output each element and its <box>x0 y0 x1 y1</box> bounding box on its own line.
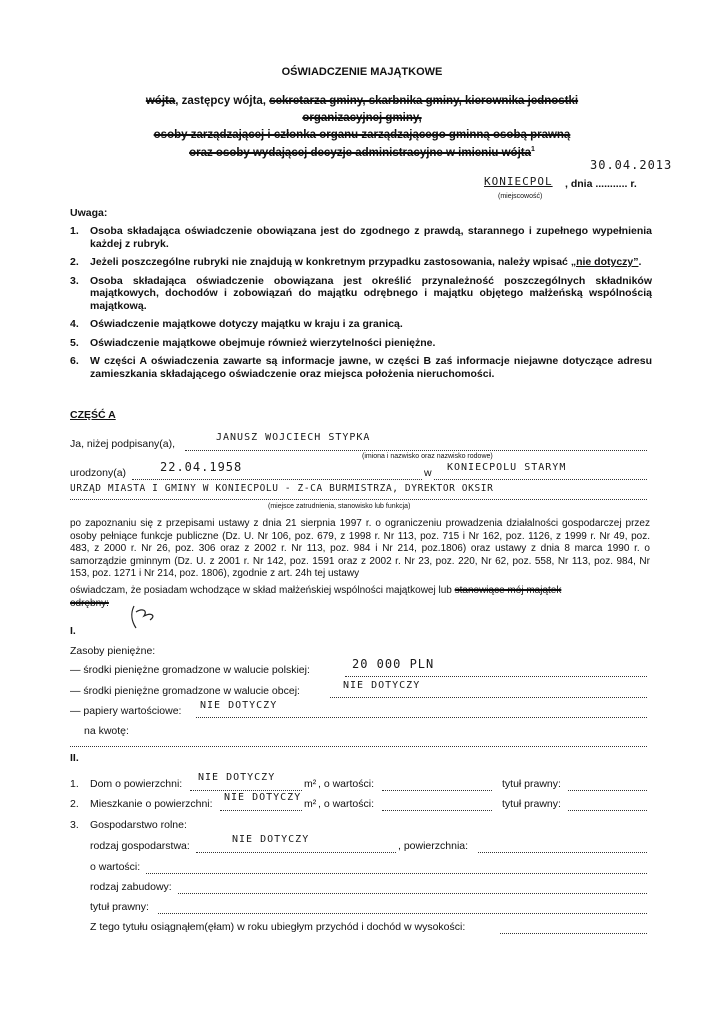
header-line-1 <box>60 95 664 107</box>
cash-pln-label: — środki pieniężne gromadzone w walucie polskiej: <box>70 664 310 676</box>
cash-foreign-label: — środki pieniężne gromadzone w walucie obcej: <box>70 685 300 697</box>
born-date-line <box>132 479 422 480</box>
amount-line <box>70 746 647 747</box>
house-unit: m² <box>304 778 317 790</box>
section-i-heading: I. <box>70 625 76 637</box>
note-item: 3. Osoba składająca oświadczenie obowiązana jest określić przynależność poszczególnych składników majątkowych, dochodów i zobowiązań do majątku odrębnego i majątku objętego małżeńską wspólnością majątkową. <box>70 274 652 312</box>
cash-foreign-value: NIE DOTYCZY <box>343 680 421 691</box>
page-title: OŚWIADCZENIE MAJĄTKOWE <box>281 66 443 78</box>
farm-area-line <box>478 852 647 853</box>
header-struck-3: osoby zarządzającej i członka organu zarządzającego gminną osobą prawną <box>153 129 571 141</box>
declare-struck-2: odrębny: <box>70 598 109 609</box>
flat-num: 2. <box>70 798 79 810</box>
note-item: 2. Jeżeli poszczególne rubryki nie znajdują w konkretnym przypadku zastosowania, należy wpisać „nie dotyczy”. <box>70 256 642 268</box>
cash-pln-value: 20 000 PLN <box>352 657 435 671</box>
farm-build-label: rodzaj zabudowy: <box>90 881 172 893</box>
initials-signature-icon <box>122 602 162 632</box>
note-item: 1. Osoba składająca oświadczenie obowiązana jest do zgodnego z prawdą, starannego i zupełnego wypełnienia każdej z rubryk. <box>70 225 652 250</box>
house-label: Dom o powierzchni: <box>90 778 183 790</box>
house-title-line <box>568 790 647 791</box>
date-label: , dnia ........... r. <box>565 178 637 190</box>
note-item: 6. W części A oświadczenia zawarte są informacje jawne, w części B zaś informacje niejawne dotyczące adresu zamieszkania składającego oświadczenie oraz miejsca położenia nieruchomości. <box>70 355 652 380</box>
header-struck-1: sekretarza gminy, skarbnika gminy, kierownika jednostki <box>269 95 579 107</box>
flat-worth-line <box>382 810 492 811</box>
born-in-label: w <box>424 467 432 479</box>
flat-value: NIE DOTYCZY <box>224 792 302 803</box>
farm-label: Gospodarstwo rolne: <box>90 819 187 831</box>
statute-text: po zapoznaniu się z przepisami ustawy z dnia 21 sierpnia 1997 r. o ograniczeniu prowadzenia działalności gospodarczej przez osoby pełniące funkcje publiczne (Dz. U. Nr 106, poz. 679, z 1998 r. Nr 113, poz. 715 i Nr 162, poz. 1126, z 1999 r. Nr 49, poz. 483, z 2000 r. Nr 26, poz. 306 oraz z 2002 r. Nr 113, poz. 984 i Nr 214, poz.1806) oraz ustawy z dnia 8 marca 1990 r. o samorządzie gminnym (Dz. U. z 2001 r. Nr 142, poz. 1591 oraz z 2002 r. Nr 23, poz. 220, Nr 62, poz. 558, Nr 113, poz. 984, Nr 153, poz. 1271 i Nr 214, poz. 1806), zgodnie z art. 24h tej ustawy <box>70 518 650 579</box>
farm-value-label: o wartości: <box>90 861 141 873</box>
footnote-mark: 1 <box>531 146 535 153</box>
house-num: 1. <box>70 778 79 790</box>
farm-income-label: Z tego tytułu osiągnąłem(ęłam) w roku ubiegłym przychód i dochód w wysokości: <box>90 921 466 933</box>
cash-foreign-line <box>330 697 647 698</box>
farm-area-label: , powierzchnia: <box>398 840 469 852</box>
cash-pln-line <box>345 676 647 677</box>
place-caption: (miejscowość) <box>498 193 543 200</box>
note-item: 5. Oświadczenie majątkowe obejmuje również wierzytelności pieniężne. <box>70 336 436 349</box>
part-a-heading: CZĘŚĆ A <box>70 409 116 421</box>
workplace-caption: (miejsce zatrudnienia, stanowisko lub funkcja) <box>268 503 411 510</box>
flat-unit: m² <box>304 798 317 810</box>
house-area-line <box>190 790 302 791</box>
flat-value-label: , o wartości: <box>318 798 375 810</box>
name-caption: (imiona i nazwisko oraz nazwisko rodowe) <box>362 453 493 460</box>
house-value: NIE DOTYCZY <box>198 772 276 783</box>
born-place: KONIECPOLU STARYM <box>447 462 567 473</box>
header-struck-2: organizacyjnej gminy, <box>302 112 422 124</box>
workplace-value: URZĄD MIASTA I GMINY W KONIECPOLU - Z-CA BURMISTRZA, DYREKTOR OKSIR <box>70 483 494 494</box>
section-ii-heading: II. <box>70 752 79 764</box>
farm-num: 3. <box>70 819 79 831</box>
section-i-subheading: Zasoby pieniężne: <box>70 645 156 657</box>
farm-title-label: tytuł prawny: <box>90 901 149 913</box>
farm-type-value: NIE DOTYCZY <box>232 834 310 845</box>
workplace-line <box>70 499 647 500</box>
farm-title-line <box>158 913 647 914</box>
name-line <box>185 450 647 451</box>
note-item: 4. Oświadczenie majątkowe dotyczy majątku w kraju i za granicą. <box>70 318 403 330</box>
securities-label: — papiery wartościowe: <box>70 705 182 717</box>
farm-type-label: rodzaj gospodarstwa: <box>90 840 190 852</box>
date-value: 30.04.2013 <box>590 158 673 172</box>
born-date: 22.04.1958 <box>160 460 243 474</box>
farm-value-line <box>146 873 647 874</box>
amount-label: na kwotę: <box>84 725 129 737</box>
securities-value: NIE DOTYCZY <box>200 700 278 711</box>
name-value: JANUSZ WOJCIECH STYPKA <box>216 432 371 443</box>
place-value: KONIECPOL <box>484 175 553 188</box>
farm-income-line <box>500 933 647 934</box>
notes-list <box>70 225 652 380</box>
born-label: urodzony(a) <box>70 467 127 479</box>
house-title-label: tytuł prawny: <box>502 778 561 790</box>
flat-title-line <box>568 810 647 811</box>
flat-title-label: tytuł prawny: <box>502 798 561 810</box>
header-struck-wojta: wójta <box>145 95 176 107</box>
header-plain-mid: , zastępcy wójta, <box>175 95 270 107</box>
house-value-label: , o wartości: <box>318 778 375 790</box>
name-label: Ja, niżej podpisany(a), <box>70 438 176 450</box>
farm-type-line <box>196 852 396 853</box>
flat-label: Mieszkanie o powierzchni: <box>90 798 213 810</box>
declare-line: oświadczam, że posiadam wchodzące w skład małżeńskiej wspólności majątkowej lub stanowiące mój majątek <box>70 585 562 596</box>
born-place-line <box>434 479 647 480</box>
flat-area-line <box>220 810 302 811</box>
header-struck-4: oraz osoby wydającej decyzje administracyjne w imieniu wójta <box>189 146 532 159</box>
securities-line <box>196 717 647 718</box>
header-line-4 <box>60 146 664 159</box>
house-worth-line <box>382 790 492 791</box>
farm-build-line <box>178 893 647 894</box>
notes-heading: Uwaga: <box>70 207 108 219</box>
